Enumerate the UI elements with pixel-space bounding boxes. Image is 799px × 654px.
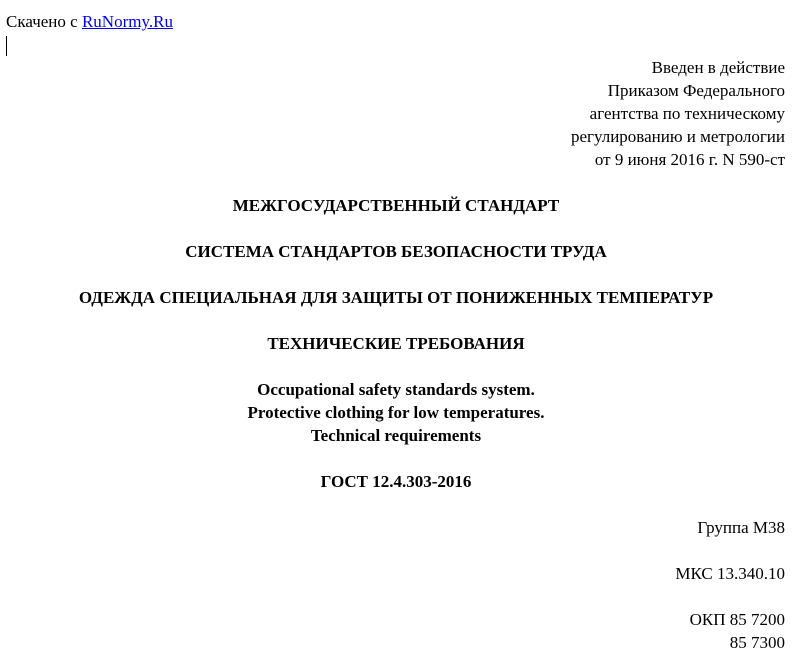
- classification-mks: МКС 13.340.10: [675, 564, 785, 583]
- title-interstate-standard: МЕЖГОСУДАРСТВЕННЫЙ СТАНДАРТ: [232, 196, 560, 215]
- enactment-note: [571, 56, 785, 171]
- downloaded-prefix: Скачено с: [6, 12, 82, 31]
- okp-code: ОКП 85 7200: [689, 610, 785, 629]
- english-title-line: Occupational safety standards system.: [257, 380, 535, 399]
- title-safety-system: СИСТЕМА СТАНДАРТОВ БЕЗОПАСНОСТИ ТРУДА: [185, 242, 607, 261]
- english-title-line: Protective clothing for low temperatures.: [247, 403, 545, 422]
- classification-group: Группа М38: [697, 518, 785, 537]
- english-title-block: [0, 378, 792, 447]
- gost-number: ГОСТ 12.4.303-2016: [320, 472, 472, 491]
- okp-code: 85 7300: [729, 633, 785, 652]
- title-technical-requirements: ТЕХНИЧЕСКИЕ ТРЕБОВАНИЯ: [267, 334, 525, 353]
- enactment-line: Введен в действие: [651, 58, 785, 77]
- enactment-line: агентства по техническому: [589, 104, 785, 123]
- enactment-line: от 9 июня 2016 г. N 590-ст: [594, 150, 785, 169]
- enactment-line: Приказом Федерального: [607, 81, 785, 100]
- english-title-line: Technical requirements: [310, 426, 482, 445]
- classification-okp: [690, 608, 785, 654]
- downloaded-from-line: [6, 10, 173, 33]
- enactment-line: регулированию и метрологии: [570, 127, 785, 146]
- runormy-link[interactable]: RuNormy.Ru: [81, 12, 173, 31]
- text-cursor: [6, 36, 7, 56]
- title-protective-clothing: ОДЕЖДА СПЕЦИАЛЬНАЯ ДЛЯ ЗАЩИТЫ ОТ ПОНИЖЕННЫХ ТЕМПЕРАТУР: [78, 288, 714, 307]
